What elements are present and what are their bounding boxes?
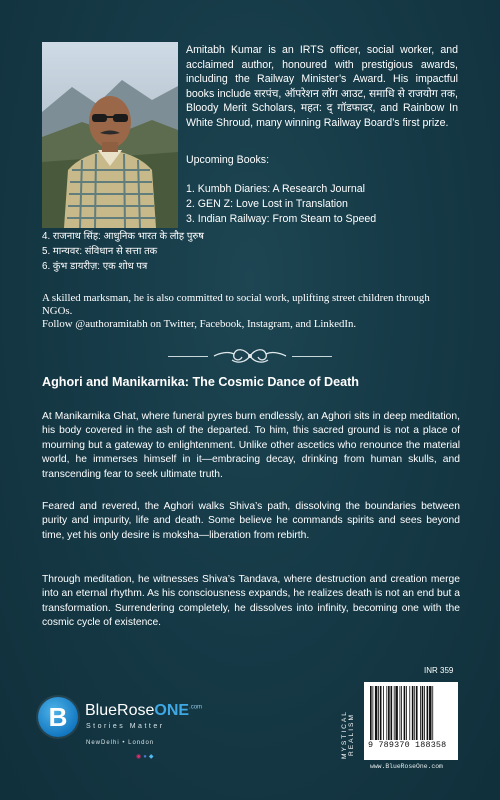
publisher-website: www.BlueRoseOne.com bbox=[370, 763, 443, 770]
list-item: 4. राजनाथ सिंह: आधुनिक भारत के लौह पुरुष bbox=[42, 231, 204, 242]
marksman-text: A skilled marksman, he is also committed to social work, uplifting street children through NGOs. bbox=[42, 292, 430, 318]
instagram-icon: ◉ bbox=[136, 754, 142, 760]
barcode-bar bbox=[406, 686, 407, 740]
story-paragraph-3: Through meditation, he witnesses Shiva’s Tandava, where destruction and creation merge into an eternal rhythm. As his consciousness expands, he realizes death is not an end but a transformation. Surrendering completely, he dissolves into infinity, becoming one with the cosmic cycle of existence. bbox=[42, 574, 460, 629]
twitter-icon: ◆ bbox=[148, 754, 154, 760]
barcode-bar bbox=[388, 686, 390, 740]
barcode-bar bbox=[414, 686, 415, 740]
list-item: 5. मान्यवर: संविधान से सत्ता तक bbox=[42, 246, 158, 257]
isbn-barcode bbox=[364, 682, 458, 760]
isbn-digits: 9 789370 188358 bbox=[368, 740, 447, 750]
barcode-bar bbox=[409, 686, 410, 740]
story-title: Aghori and Manikarnika: The Cosmic Dance of Death bbox=[42, 375, 360, 389]
barcode-bar bbox=[383, 686, 384, 740]
barcode-bar bbox=[372, 686, 373, 740]
barcode-bar bbox=[427, 686, 429, 740]
author-note bbox=[42, 292, 462, 332]
publisher-logo bbox=[38, 697, 218, 777]
barcode-bar bbox=[422, 686, 424, 740]
social-icons bbox=[136, 753, 156, 760]
barcode-bars bbox=[370, 686, 452, 740]
publisher-tagline: Stories Matter bbox=[86, 723, 165, 730]
barcode-bar bbox=[386, 686, 387, 740]
barcode-bar bbox=[400, 686, 401, 740]
list-item: 2. GEN Z: Love Lost in Translation bbox=[186, 198, 348, 210]
barcode-bar bbox=[416, 686, 418, 740]
list-item: 6. कुंभ डायरीज़: एक शोध पत्र bbox=[42, 261, 148, 272]
barcode-bar bbox=[404, 686, 406, 740]
upcoming-books-heading: Upcoming Books: bbox=[186, 154, 270, 166]
barcode-bar bbox=[391, 686, 393, 740]
story-paragraph-1: At Manikarnika Ghat, where funeral pyres burn endlessly, an Aghori sits in deep meditation, his body covered in the ash of the departed. To him, this sacred ground is not a place of mourning but a gateway to enlightenment. Unlike other ascetics who renounce the material world, he immerses himself in it—embracing decay, drinking from human skulls, and transcending fear to seek ultimate truth. bbox=[42, 411, 460, 480]
list-item: 1. Kumbh Diaries: A Research Journal bbox=[186, 183, 366, 195]
barcode-bar bbox=[401, 686, 402, 740]
publisher-name-suffix: .com bbox=[189, 704, 203, 711]
barcode-bar bbox=[424, 686, 425, 740]
logo-letter: B bbox=[48, 702, 68, 732]
barcode-bar bbox=[380, 686, 382, 740]
follow-text: Follow @authoramitabh on Twitter, Facebook, Instagram, and LinkedIn. bbox=[42, 318, 357, 331]
price-label: INR 359 bbox=[424, 666, 454, 675]
barcode-bar bbox=[412, 686, 414, 740]
hindi-books-list bbox=[42, 229, 204, 274]
story-paragraph-2: Feared and revered, the Aghori walks Shiva’s path, dissolving the boundaries between purity and impurity, life and death. Some believe he commands spirits and sees beyond time, yet his only desire is moksha—liberation from rebirth. bbox=[42, 501, 460, 541]
list-item: 3. Indian Railway: From Steam to Speed bbox=[186, 213, 377, 225]
publisher-cities: NewDelhi • London bbox=[86, 740, 155, 746]
ornament-divider-icon bbox=[210, 345, 290, 372]
bluerose-logo-icon bbox=[38, 697, 78, 737]
publisher-name-main: BlueRose bbox=[85, 702, 155, 719]
divider-line-left bbox=[168, 356, 208, 357]
barcode-bar bbox=[370, 686, 372, 740]
barcode-bar bbox=[394, 686, 395, 740]
publisher-name bbox=[85, 702, 202, 720]
author-photo bbox=[42, 42, 178, 228]
publisher-name-accent: ONE bbox=[154, 702, 190, 719]
barcode-bar bbox=[432, 686, 433, 740]
divider-line-right bbox=[292, 356, 332, 357]
barcode-bar bbox=[429, 686, 431, 740]
genre-label: MYSTICAL REALISM bbox=[341, 710, 355, 760]
barcode-bar bbox=[395, 686, 397, 740]
upcoming-books-list bbox=[186, 182, 376, 227]
barcode-bar bbox=[375, 686, 377, 740]
facebook-icon: ● bbox=[143, 754, 147, 760]
barcode-bar bbox=[378, 686, 379, 740]
barcode-bar bbox=[420, 686, 421, 740]
author-bio: Amitabh Kumar is an IRTS officer, social worker, and acclaimed author, honoured with prestigious awards, including the Railway Minister’s Award. His impactful books include सरपंच, ऑपरेशन लॉग आउट, समाधि से राजयोग तक, Bloody Merit Scholars, महत: द् गॉडफादर, and Rainbow In White Shroud, many winning Railway Board’s first prize. bbox=[186, 44, 458, 129]
